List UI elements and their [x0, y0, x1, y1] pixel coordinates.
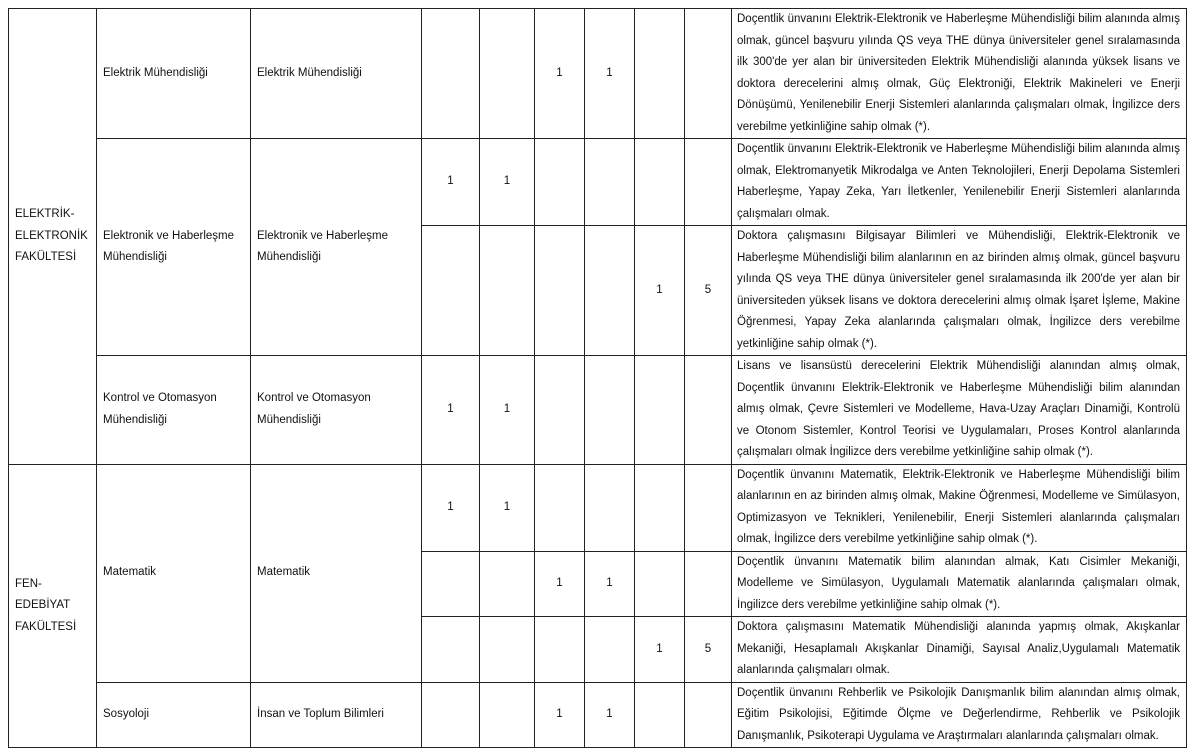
professor-cell: [422, 617, 480, 683]
criteria-cell: Doçentlik ünvanını Rehberlik ve Psikolojik Danışmanlık bilim alanından almış olmak, Eğitim Psikolojisi, Eğitimde Ölçme ve Değerlendirme, Rehberlik ve Psikolojik Danışmanlık, Psikoterapi Uygulama ve Araştırmaları alanlarında çalışmaları olmak.: [732, 682, 1187, 748]
associate-professor-cell: [535, 226, 585, 356]
associate-professor-count-cell: [585, 617, 635, 683]
assistant-professor-count-cell: [685, 682, 732, 748]
assistant-professor-cell: [635, 464, 685, 551]
associate-professor-cell: 1: [535, 551, 585, 617]
table-row: [9, 9, 1187, 139]
program-cell: Kontrol ve Otomasyon Mühendisliği: [251, 356, 422, 465]
criteria-cell: Doktora çalışmasını Matematik Mühendisliği alanında yapmış olmak, Akışkanlar Mekaniği, Hesaplamalı Akışkanlar Dinamiği, Sayısal Analiz,Uygulamalı Matematik alanlarında çalışmaları olmak.: [732, 617, 1187, 683]
table-row: [9, 682, 1187, 748]
associate-professor-count-cell: 1: [585, 9, 635, 139]
professor-count-cell: [480, 551, 535, 617]
professor-count-cell: 1: [480, 356, 535, 465]
associate-professor-cell: [535, 356, 585, 465]
table-row: [9, 464, 1187, 551]
criteria-cell: Doçentlik ünvanını Matematik bilim alanından almak, Katı Cisimler Mekaniği, Modelleme ve Simülasyon, Uygulamalı Matematik alanlarında çalışmaları olmak, İngilizce ders verebilme yetkinliğine sahip olmak (*).: [732, 551, 1187, 617]
assistant-professor-cell: [635, 356, 685, 465]
professor-cell: [422, 551, 480, 617]
table-row: [9, 139, 1187, 226]
assistant-professor-count-cell: [685, 9, 732, 139]
associate-professor-count-cell: [585, 356, 635, 465]
professor-count-cell: [480, 682, 535, 748]
document-page: [8, 8, 1187, 748]
criteria-cell: Lisans ve lisansüstü derecelerini Elektrik Mühendisliği alanından almış olmak, Doçentlik ünvanını Elektrik-Elektronik ve Haberleşme Mühendisliği bilim alanından almış olmak, Çevre Sistemleri ve Modelleme, Hava-Uzay Araçları Dinamiği, Kontrolü ve Otonom Sistemler, Kontrol Teorisi ve Uygulamaları, Proses Kontrol alanlarında çalışmaları olmak İngilizce ders verebilme yetkinliğine sahip olmak (*).: [732, 356, 1187, 465]
professor-cell: 1: [422, 356, 480, 465]
associate-professor-count-cell: [585, 226, 635, 356]
program-cell: Elektrik Mühendisliği: [251, 9, 422, 139]
professor-cell: 1: [422, 464, 480, 551]
assistant-professor-cell: [635, 682, 685, 748]
associate-professor-cell: 1: [535, 682, 585, 748]
assistant-professor-count-cell: 5: [685, 617, 732, 683]
associate-professor-cell: [535, 139, 585, 226]
department-cell: Sosyoloji: [97, 682, 251, 748]
professor-count-cell: [480, 617, 535, 683]
department-cell: Kontrol ve Otomasyon Mühendisliği: [97, 356, 251, 465]
professor-count-cell: [480, 226, 535, 356]
department-cell: Elektrik Mühendisliği: [97, 9, 251, 139]
program-cell: İnsan ve Toplum Bilimleri: [251, 682, 422, 748]
table-row: [9, 356, 1187, 465]
criteria-cell: Doçentlik ünvanını Elektrik-Elektronik ve Haberleşme Mühendisliği bilim alanında almış olmak, Elektromanyetik Mikrodalga ve Anten Teknolojileri, Enerji Depolama Sistemleri Haberleşme, Yapay Zeka, Yarı İletkenler, Yenilenebilir Enerji Sistemleri alanlarında çalışmaları olmak.: [732, 139, 1187, 226]
professor-cell: [422, 226, 480, 356]
faculty-name-cell: FEN-EDEBİYAT FAKÜLTESİ: [9, 464, 97, 748]
criteria-cell: Doktora çalışmasını Bilgisayar Bilimleri ve Mühendisliği, Elektrik-Elektronik ve Haberleşme Mühendisliği bilim alanlarının en az birinden almış olmak, güncel başvuru yılında QS veya THE dünya üniversiteler genel sıralamasında ilk 200'de yer alan bir üniversiteden yüksek lisans ve doktora derecelerini almış olmak İşaret İşleme, Makine Öğrenmesi, Yapay Zeka alanlarında çalışmaları olmak, İngilizce ders verebilme yetkinliğine sahip olmak (*).: [732, 226, 1187, 356]
program-cell: Matematik: [251, 464, 422, 682]
associate-professor-cell: [535, 464, 585, 551]
faculty-name-cell: ELEKTRİK-ELEKTRONİK FAKÜLTESİ: [9, 9, 97, 465]
assistant-professor-count-cell: [685, 139, 732, 226]
assistant-professor-count-cell: [685, 356, 732, 465]
professor-count-cell: [480, 9, 535, 139]
assistant-professor-cell: [635, 139, 685, 226]
associate-professor-count-cell: [585, 139, 635, 226]
associate-professor-count-cell: [585, 464, 635, 551]
staff-position-table: [8, 8, 1187, 748]
program-cell: Elektronik ve Haberleşme Mühendisliği: [251, 139, 422, 356]
associate-professor-cell: 1: [535, 9, 585, 139]
associate-professor-count-cell: 1: [585, 551, 635, 617]
assistant-professor-count-cell: [685, 551, 732, 617]
assistant-professor-cell: [635, 551, 685, 617]
assistant-professor-count-cell: 5: [685, 226, 732, 356]
department-cell: Elektronik ve Haberleşme Mühendisliği: [97, 139, 251, 356]
criteria-cell: Doçentlik ünvanını Matematik, Elektrik-Elektronik ve Haberleşme Mühendisliği bilim alanlarının en az birinden almış olmak, Makine Öğrenmesi, Modelleme ve Simülasyon, Optimizasyon ve Teknikleri, Yenilenebilir, Enerji Sistemleri alanlarında çalışmaları olmak, İngilizce ders verebilme yetkinliğine sahip olmak (*).: [732, 464, 1187, 551]
professor-cell: 1: [422, 139, 480, 226]
criteria-cell: Doçentlik ünvanını Elektrik-Elektronik ve Haberleşme Mühendisliği bilim alanında almış olmak, güncel başvuru yılında QS veya THE dünya üniversiteler genel sıralamasında ilk 300'de yer alan bir üniversiteden Elektrik Mühendisliği alanında yüksek lisans ve doktora derecelerini almış olmak, Güç Elektroniği, Elektrik Makineleri ve Enerji Dönüşümü, Yenilenebilir Enerji Sistemleri alanlarında çalışmaları olmak, İngilizce ders verebilme yetkinliğine sahip olmak (*).: [732, 9, 1187, 139]
assistant-professor-cell: 1: [635, 226, 685, 356]
assistant-professor-cell: [635, 9, 685, 139]
department-cell: Matematik: [97, 464, 251, 682]
associate-professor-cell: [535, 617, 585, 683]
professor-count-cell: 1: [480, 464, 535, 551]
assistant-professor-count-cell: [685, 464, 732, 551]
professor-cell: [422, 9, 480, 139]
associate-professor-count-cell: 1: [585, 682, 635, 748]
professor-cell: [422, 682, 480, 748]
professor-count-cell: 1: [480, 139, 535, 226]
assistant-professor-cell: 1: [635, 617, 685, 683]
